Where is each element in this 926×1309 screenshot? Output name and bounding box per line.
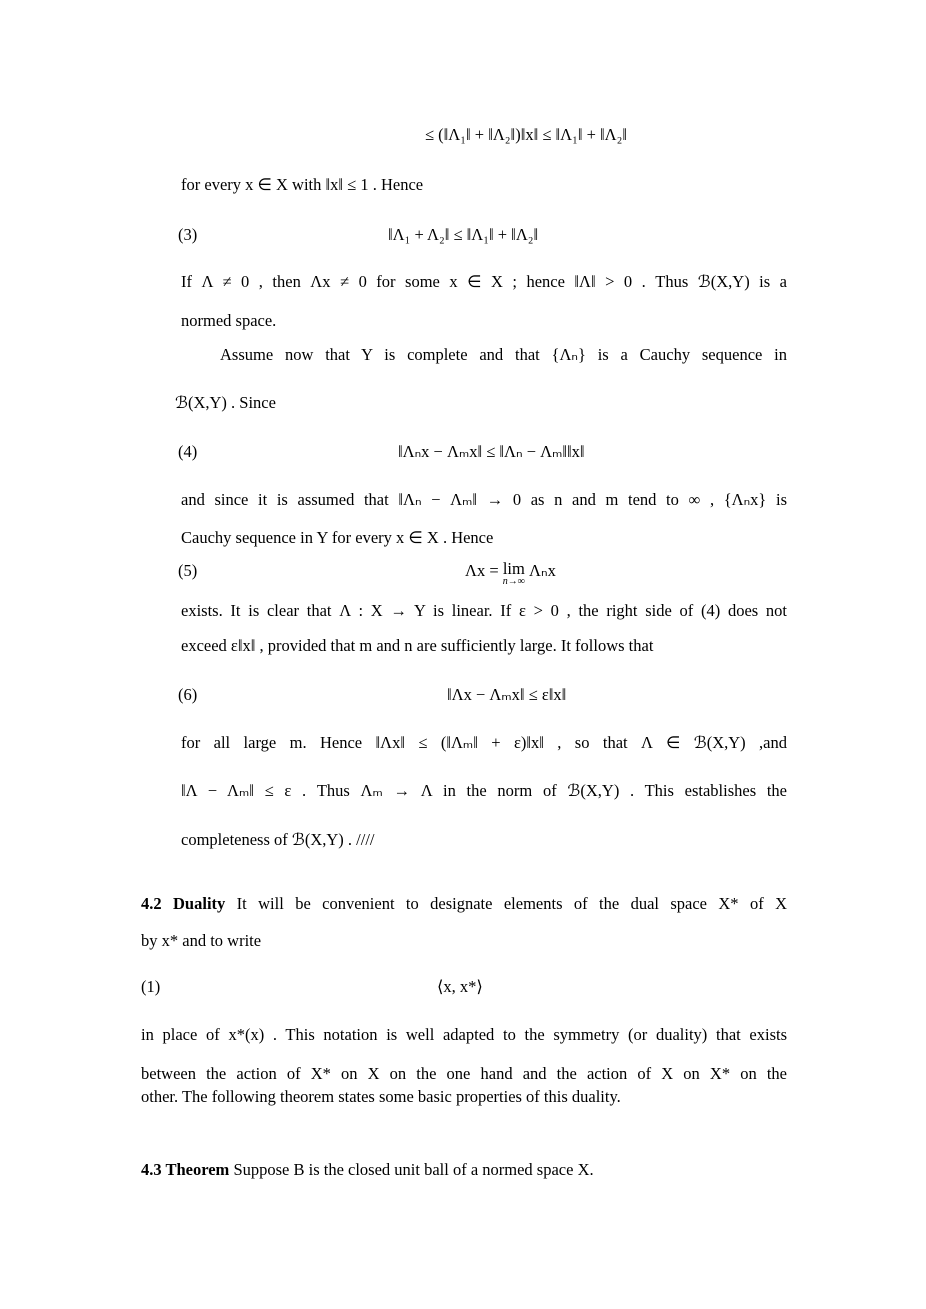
equation-top: ≤ (‖Λ₁‖ + ‖Λ₂‖)‖x‖ ≤ ‖Λ₁‖ + ‖Λ₂‖	[425, 125, 628, 144]
equation-6: ‖Λx − Λₘx‖ ≤ ε‖x‖	[447, 685, 567, 704]
equation-5	[465, 561, 556, 587]
section-text: Suppose B is the closed unit ball of a normed space X.	[233, 1160, 594, 1179]
lim-subscript: n→∞	[502, 576, 525, 587]
text-line: and since it is assumed that ‖Λₙ − Λₘ‖ → 0 as n and m tend to ∞ , {Λₙx} is	[181, 490, 787, 509]
text-line: exists. It is clear that Λ : X → Y is linear. If ε > 0 , the right side of (4) does not	[181, 601, 787, 620]
section-text: It will be convenient to designate elements of the dual space X* of X	[236, 894, 787, 913]
equation-3: ‖Λ₁ + Λ₂‖ ≤ ‖Λ₁‖ + ‖Λ₂‖	[388, 225, 539, 244]
equation-number: (4)	[178, 442, 198, 461]
text-line: Cauchy sequence in Y for every x ∈ X . Hence	[181, 528, 494, 547]
text-line: by x* and to write	[141, 931, 262, 950]
text-line: in place of x*(x) . This notation is well adapted to the symmetry (or duality) that exists	[141, 1025, 787, 1044]
text-line: Assume now that Y is complete and that {Λₙ} is a Cauchy sequence in	[220, 345, 787, 364]
equation-number: (1)	[141, 977, 161, 996]
section-4-3-line	[141, 1160, 594, 1180]
limit-operator	[503, 561, 525, 587]
eq5-lhs: Λx =	[465, 561, 503, 580]
text-line: for every x ∈ X with ‖x‖ ≤ 1 . Hence	[181, 175, 424, 194]
eq5-rhs: Λₙx	[524, 561, 556, 580]
equation-4: ‖Λₙx − Λₘx‖ ≤ ‖Λₙ − Λₘ‖‖x‖	[398, 442, 585, 461]
text-line: completeness of ℬ(X,Y) . ////	[181, 830, 375, 849]
section-heading: 4.3 Theorem	[141, 1160, 230, 1179]
text-line: ‖Λ − Λₘ‖ ≤ ε . Thus Λₘ → Λ in the norm of ℬ(X,Y) . This establishes the	[181, 781, 787, 800]
equation-number: (3)	[178, 225, 198, 244]
section-4-2-line	[141, 894, 787, 914]
equation-1: ⟨x, x*⟩	[437, 977, 483, 996]
text-line: ℬ(X,Y) . Since	[175, 393, 276, 412]
equation-number: (5)	[178, 561, 198, 580]
equation-number: (6)	[178, 685, 198, 704]
text-line: between the action of X* on X on the one hand and the action of X on X* on the	[141, 1064, 787, 1083]
text-line: exceed ε‖x‖ , provided that m and n are sufficiently large. It follows that	[181, 636, 654, 655]
lim-text: lim	[502, 559, 525, 578]
section-heading: 4.2 Duality	[141, 894, 226, 913]
text-line: normed space.	[181, 311, 277, 330]
text-line: other. The following theorem states some basic properties of this duality.	[141, 1087, 621, 1106]
text-line: If Λ ≠ 0 , then Λx ≠ 0 for some x ∈ X ; hence ‖Λ‖ > 0 . Thus ℬ(X,Y) is a	[181, 272, 787, 291]
text-line: for all large m. Hence ‖Λx‖ ≤ (‖Λₘ‖ + ε)‖x‖ , so that Λ ∈ ℬ(X,Y) ,and	[181, 733, 787, 752]
